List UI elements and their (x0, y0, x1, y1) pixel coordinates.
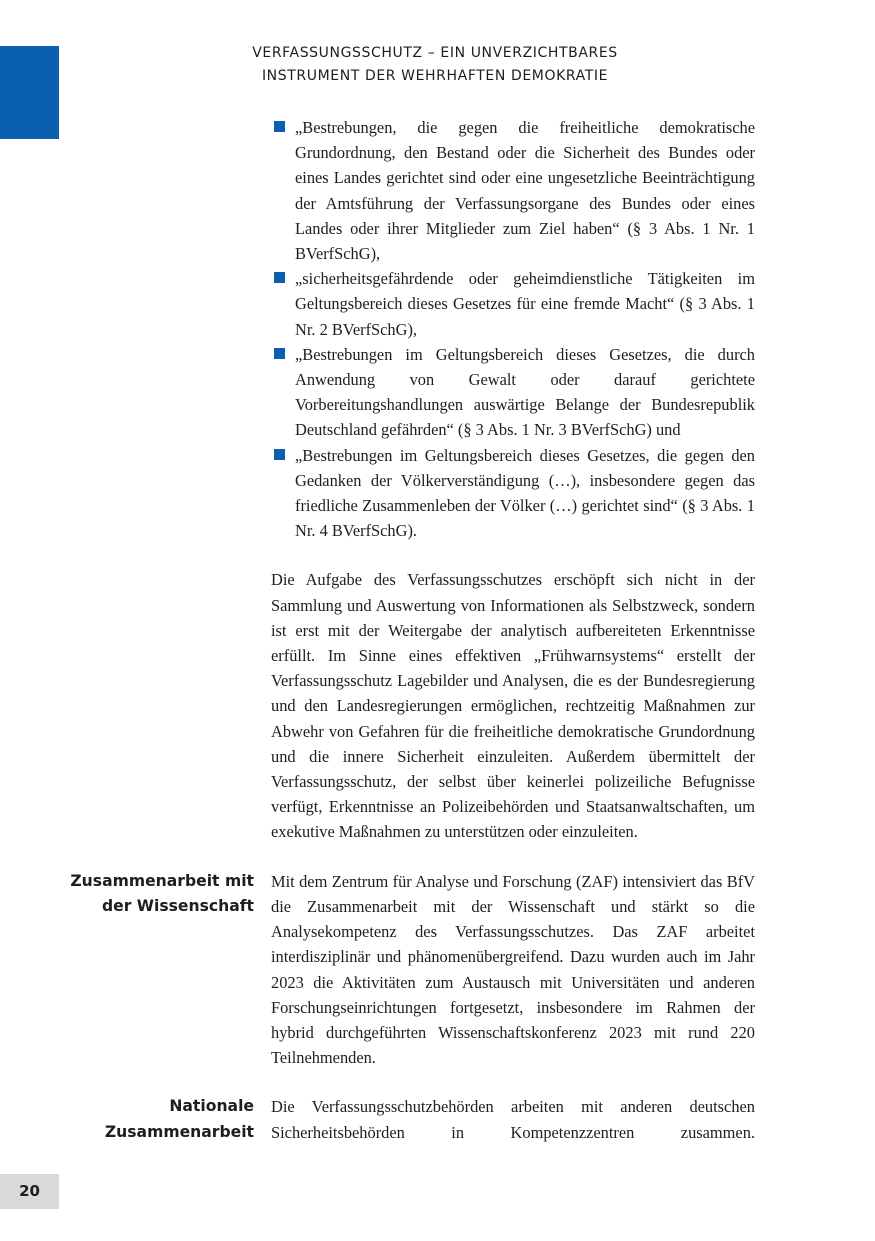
list-item-text: „Bestrebungen im Geltungsbereich dieses Gesetzes, die gegen den Gedanken der Völkerverständigung (…), insbesondere gegen das friedliche Zusammenleben der Völker (…) gerichtet sind“ (§ 3 Abs. 1 Nr. 4 BVerfSchG). (295, 445, 755, 541)
margin-heading-line-1: Nationale (169, 1097, 254, 1116)
list-item (271, 443, 755, 544)
bullet-list (271, 115, 755, 543)
section-wissenschaft (70, 869, 755, 1071)
section-nationale-zusammenarbeit (104, 1094, 755, 1144)
square-bullet-icon (274, 348, 285, 359)
section-paragraph: Mit dem Zentrum für Analyse und Forschung (ZAF) intensiviert das BfV die Zusammenarbeit mit der Wissenschaft und stärkt so die Analysekompetenz des Verfassungsschutzes. Das ZAF arbeitet interdisziplinär und phänomenübergreifend. Dazu wurden auch im Jahr 2023 die Aktivitäten zum Austausch mit Universitäten und anderen Forschungseinrichtungen fortgesetzt, insbesondere im Rahmen der hybrid durchgeführten Wissenschaftskonferenz 2023 mit rund 220 Teilnehmenden. (271, 871, 755, 1068)
list-item-text: „Bestrebungen im Geltungsbereich dieses Gesetzes, die durch Anwendung von Gewalt oder darauf gerichtete Vorbereitungshandlungen auswärtige Belange der Bundesrepublik Deutschland gefährden“ (§ 3 Abs. 1 Nr. 3 BVerfSchG) und (295, 344, 755, 440)
margin-heading (54, 1094, 254, 1144)
chapter-side-tab (0, 46, 59, 139)
list-item (271, 342, 755, 443)
square-bullet-icon (274, 121, 285, 132)
running-header-line-2: INSTRUMENT DER WEHRHAFTEN DEMOKRATIE (261, 68, 609, 84)
list-item-text: „Bestrebungen, die gegen die freiheitliche demokratische Grundordnung, den Bestand oder die Sicherheit des Bundes oder eines Landes gerichtet sind oder eine ungesetzliche Beeinträchtigung der Amtsführung der Verfassungsorgane des Bundes oder eines Landes oder ihrer Mitglieder zum Ziel haben“ (§ 3 Abs. 1 Nr. 1 BVerfSchG), (295, 118, 755, 264)
running-header-line-1: VERFASSUNGSSCHUTZ – EIN UNVERZICHTBARES (252, 45, 618, 61)
running-header (200, 42, 670, 88)
section-paragraph: Die Verfassungsschutzbehörden arbeiten mit anderen deutschen Sicherheitsbehörden in Kompetenzzentren zusammen. (271, 1097, 755, 1142)
margin-heading-line-2: Zusammenarbeit (104, 1122, 254, 1141)
body-paragraph: Die Aufgabe des Verfassungsschutzes erschöpft sich nicht in der Sammlung und Auswertung von Informationen als Selbstzweck, sondern ist erst mit der Weitergabe der analytisch aufbereiteten Erkenntnisse erfüllt. Im Sinne eines effektiven „Frühwarnsystems“ erstellt der Verfassungsschutz Lagebilder und Analysen, die es der Bundesregierung und den Landesregierungen ermöglichen, rechtzeitig Maßnahmen zur Abwehr von Gefahren für die freiheitliche demokratische Grundordnung und die innere Sicherheit einzuleiten. Außerdem übermittelt der Verfassungsschutz, der selbst über keinerlei polizeiliche Befugnisse verfügt, Erkenntnisse an Polizeibehörden und Staatsanwaltschaften, um exekutive Maßnahmen zu unterstützen oder einzuleiten. (271, 570, 755, 842)
margin-heading (54, 869, 254, 919)
list-item-text: „sicherheitsgefährdende oder geheimdienstliche Tätigkeiten im Geltungsbereich dieses Gesetzes für eine fremde Macht“ (§ 3 Abs. 1 Nr. 2 BVerfSchG), (295, 269, 755, 339)
list-item (271, 115, 755, 266)
list-item (271, 266, 755, 342)
square-bullet-icon (274, 272, 285, 283)
square-bullet-icon (274, 449, 285, 460)
margin-heading-line-1: Zusammenarbeit mit (70, 871, 254, 890)
main-text-column (70, 115, 755, 1145)
page-number: 20 (0, 1174, 59, 1209)
margin-heading-line-2: der Wissenschaft (101, 896, 254, 915)
